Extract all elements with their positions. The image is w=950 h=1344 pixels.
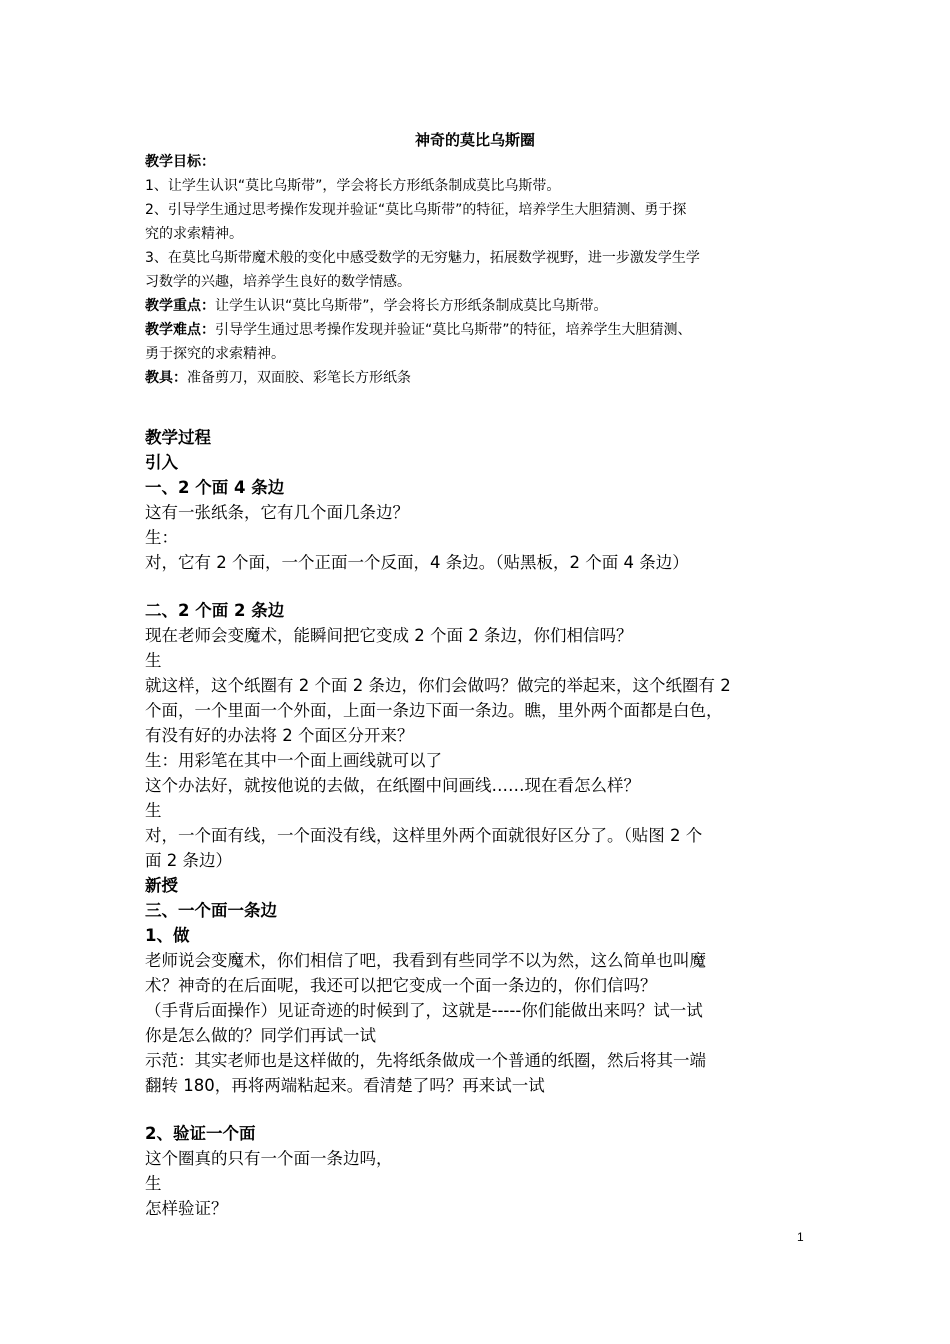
difficulty-text: 引导学生通过思考操作发现并验证“莫比乌斯带”的特征，培养学生大胆猜测、 [215, 322, 692, 338]
body-line: 这个办法好，就按他说的去做，在纸圈中间画线……现在看怎么样？ [145, 776, 640, 795]
body-line: 对，一个面有线，一个面没有线，这样里外两个面就很好区分了。（贴图 2 个 [145, 826, 703, 845]
key-point-label: 教学重点： [145, 298, 215, 314]
body-line: 个面，一个里面一个外面，上面一条边下面一条边。瞧，里外两个面都是白色， [145, 701, 723, 720]
intro-heading: 引入 [145, 453, 178, 472]
body-line: 生： [145, 528, 178, 547]
body-line: 就这样，这个纸圈有 2 个面 2 条边，你们会做吗？做完的举起来，这个纸圈有 2 [145, 676, 731, 695]
section3-heading: 三、一个面一条边 [145, 901, 277, 920]
objectives-section [145, 150, 825, 390]
objective-line: 习数学的兴趣，培养学生良好的数学情感。 [145, 274, 411, 290]
body-line: 生：用彩笔在其中一个面上画线就可以了 [145, 751, 442, 770]
new-lesson-heading: 新授 [145, 876, 178, 895]
difficulty [145, 318, 825, 342]
body-line: 有没有好的办法将 2 个面区分开来？ [145, 726, 414, 745]
body-line: 这有一张纸条，它有几个面几条边？ [145, 503, 409, 522]
page-number: 1 [797, 1230, 804, 1244]
objectives-heading: 教学目标： [145, 154, 215, 170]
objective-line: 1、让学生认识“莫比乌斯带”，学会将长方形纸条制成莫比乌斯带。 [145, 178, 561, 194]
body-line: 生 [145, 801, 162, 820]
body-line: 示范：其实老师也是这样做的，先将纸条做成一个普通的纸圈，然后将其一端 [145, 1051, 706, 1070]
body-line: （手背后面操作）见证奇迹的时候到了，这就是-----你们能做出来吗？试一试 [145, 1001, 703, 1020]
tools-label: 教具： [145, 370, 187, 386]
key-point-text: 让学生认识“莫比乌斯带”，学会将长方形纸条制成莫比乌斯带。 [215, 298, 608, 314]
body-line: 老师说会变魔术，你们相信了吧，我看到有些同学不以为然，这么简单也叫魔 [145, 951, 706, 970]
body-line: 你是怎么做的？同学们再试一试 [145, 1026, 376, 1045]
body-line: 生 [145, 651, 162, 670]
difficulty-continued: 勇于探究的求索精神。 [145, 346, 285, 362]
body-line: 翻转 180，再将两端粘起来。看清楚了吗？再来试一试 [145, 1076, 545, 1095]
process-section [145, 425, 825, 575]
section2-heading: 二、2 个面 2 条边 [145, 601, 285, 620]
body-line: 术？神奇的在后面呢，我还可以把它变成一个面一条边的，你们信吗？ [145, 976, 657, 995]
section1-heading: 一、2 个面 4 条边 [145, 478, 285, 497]
body-line: 生 [145, 1174, 162, 1193]
objective-line: 究的求索精神。 [145, 226, 243, 242]
section2 [145, 598, 825, 1098]
difficulty-label: 教学难点： [145, 322, 215, 338]
process-heading: 教学过程 [145, 428, 211, 447]
tools [145, 366, 825, 390]
body-line: 现在老师会变魔术，能瞬间把它变成 2 个面 2 条边，你们相信吗？ [145, 626, 633, 645]
body-line: 这个圈真的只有一个面一条边吗， [145, 1149, 393, 1168]
section3-verify [145, 1121, 825, 1221]
document-title: 神奇的莫比乌斯圈 [414, 131, 535, 149]
section3-sub1: 1、做 [145, 926, 190, 945]
body-line: 怎样验证？ [145, 1199, 228, 1218]
body-line: 面 2 条边） [145, 851, 232, 870]
section3-sub2: 2、验证一个面 [145, 1124, 256, 1143]
body-line: 对，它有 2 个面，一个正面一个反面，4 条边。（贴黑板，2 个面 4 条边） [145, 553, 689, 572]
objective-line: 3、在莫比乌斯带魔术般的变化中感受数学的无穷魅力，拓展数学视野，进一步激发学生学 [145, 250, 700, 266]
objective-line: 2、引导学生通过思考操作发现并验证“莫比乌斯带”的特征，培养学生大胆猜测、勇于探 [145, 202, 687, 218]
tools-text: 准备剪刀，双面胶、彩笔长方形纸条 [187, 370, 411, 386]
key-point [145, 294, 825, 318]
